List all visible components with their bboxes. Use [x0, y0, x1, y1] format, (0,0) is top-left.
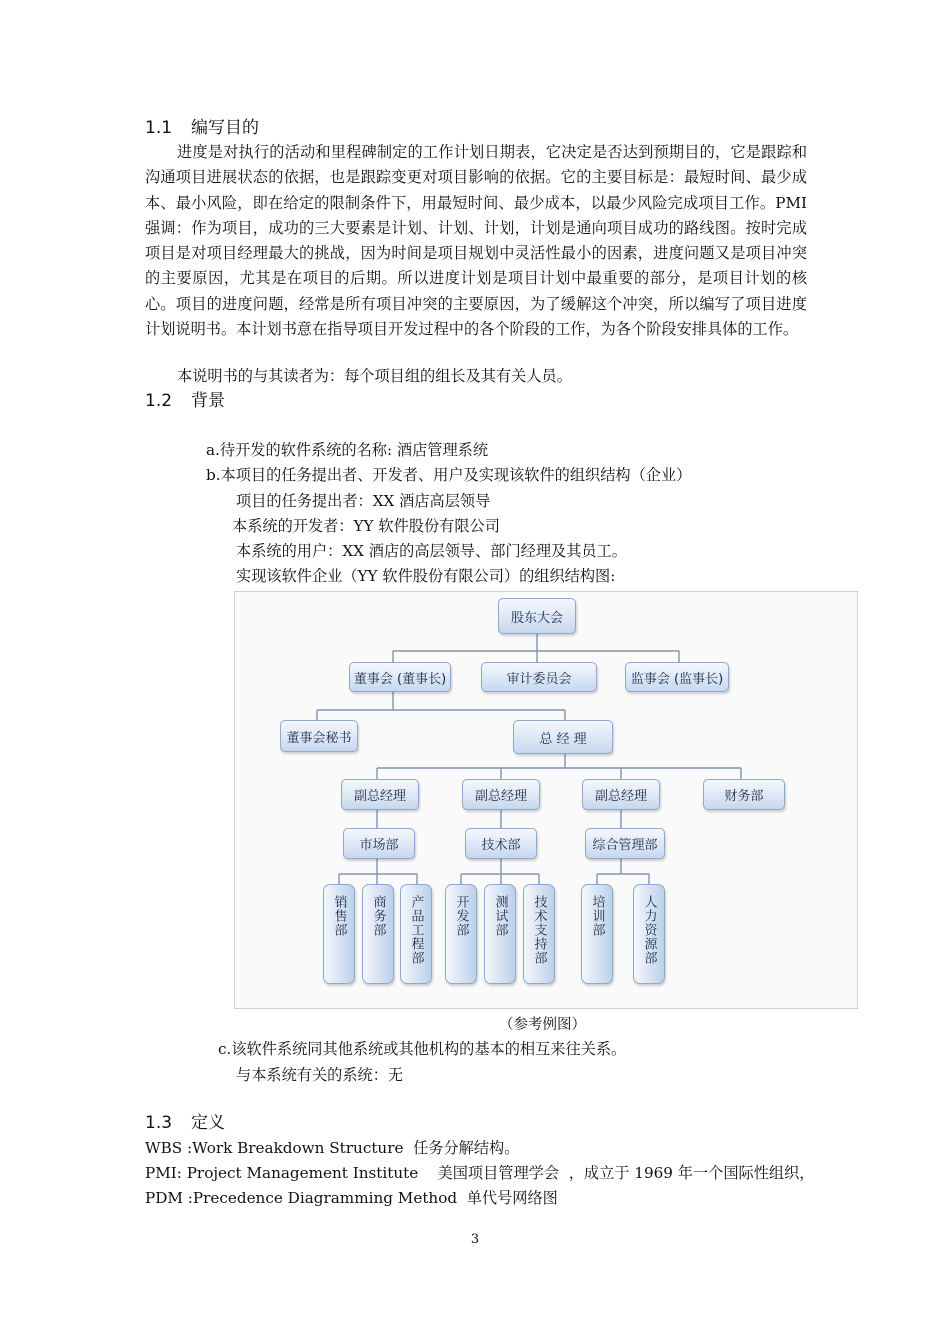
org-node-label: 商务部 — [370, 895, 386, 937]
org-node-development — [445, 884, 477, 984]
org-node-vice-gm: 副总经理 — [341, 779, 419, 810]
org-node-board-secretary: 董事会秘书 — [280, 720, 358, 752]
section-number: 1.2 — [145, 391, 173, 411]
section-heading-definitions — [145, 1113, 225, 1133]
org-node-sales — [323, 884, 355, 984]
org-node-vice-gm: 副总经理 — [462, 779, 540, 810]
org-node-training — [581, 884, 613, 984]
section-heading-purpose — [145, 118, 259, 138]
org-node-general-manager: 总 经 理 — [513, 720, 613, 754]
org-node-label: 产品工程部 — [408, 895, 424, 965]
org-node-label: 测试部 — [492, 895, 508, 937]
org-chart-intro-line: 实现该软件企业（YY 软件股份有限公司）的组织结构图: — [236, 567, 616, 585]
background-item-a: a.待开发的软件系统的名称: 酒店管理系统 — [206, 441, 489, 459]
org-node-technology: 技术部 — [465, 828, 537, 859]
org-node-human-resources — [633, 884, 665, 984]
users-line: 本系统的用户：XX 酒店的高层领导、部门经理及其员工。 — [236, 542, 627, 560]
section-number: 1.3 — [145, 1113, 173, 1133]
section-title: 编写目的 — [191, 118, 259, 138]
figure-caption: （参考例图） — [499, 1017, 586, 1033]
definition-pdm: PDM :Precedence Diagramming Method 单代号网络图 — [145, 1189, 558, 1207]
definition-wbs: WBS :Work Breakdown Structure 任务分解结构。 — [145, 1139, 520, 1157]
org-node-tech-support — [523, 884, 555, 984]
org-node-label: 销售部 — [331, 895, 347, 937]
readers-line: 本说明书的与其读者为：每个项目组的组长及其有关人员。 — [177, 367, 572, 385]
org-node-finance: 财务部 — [703, 779, 785, 810]
org-node-label: 技术支持部 — [531, 895, 547, 965]
definition-pmi: PMI: Project Management Institute 美国项目管理学会 ，成立于 1969 年一个国际性组织， — [145, 1164, 815, 1182]
org-chart — [234, 591, 858, 1009]
task-proposer-line: 项目的任务提出者：XX 酒店高层领导 — [236, 492, 491, 510]
org-node-label: 开发部 — [453, 895, 469, 937]
related-systems-line: 与本系统有关的系统：无 — [236, 1066, 404, 1084]
section-heading-background — [145, 391, 225, 411]
org-node-audit-committee: 审计委员会 — [481, 662, 597, 692]
org-node-vice-gm: 副总经理 — [582, 779, 660, 810]
section-title: 背景 — [191, 391, 225, 411]
section-number: 1.1 — [145, 118, 173, 138]
page-number: 3 — [470, 1232, 480, 1247]
org-node-supervisory-board: 监事会 (监事长) — [625, 662, 729, 692]
org-node-business — [362, 884, 394, 984]
developer-line: 本系统的开发者：YY 软件股份有限公司 — [232, 517, 500, 535]
background-item-c: c.该软件系统同其他系统或其他机构的基本的相互来往关系。 — [218, 1040, 627, 1058]
background-item-b: b.本项目的任务提出者、开发者、用户及实现该软件的组织结构（企业） — [206, 466, 692, 484]
org-node-marketing: 市场部 — [343, 828, 415, 859]
org-node-product-engineering — [400, 884, 432, 984]
purpose-paragraph: 进度是对执行的活动和里程碑制定的工作计划日期表，它决定是否达到预期目的，它是跟踪和沟通项目进展状态的依据，也是跟踪变更对项目影响的依据。它的主要目标是：最短时间、最少成本、最小风险，即在给定的限制条件下，用最短时间、最少成本，以最少风险完成项目工作。PMI 强调：作为项目，成功的三大要素是计划、计划、计划，计划是通向项目成功的路线图。按时完成项目是对项目经理最大的挑战，因为时间是项目规划中灵活性最小的因素，进度问题又是项目冲突的主要原因，尤其是在项目的后期。所以进度计划是项目计划中最重要的部分，是项目计划的核心。项目的进度问题，经常是所有项目冲突的主要原因，为了缓解这个冲突，所以编写了项目进度计划说明书。本计划书意在指导项目开发过程中的各个阶段的工作，为各个阶段安排具体的工作。 — [145, 143, 807, 339]
section-title: 定义 — [191, 1113, 225, 1133]
org-node-testing — [484, 884, 516, 984]
org-node-label: 培训部 — [589, 895, 605, 937]
org-node-shareholders: 股东大会 — [498, 598, 576, 634]
org-node-board: 董事会 (董事长) — [349, 662, 451, 692]
org-node-general-admin: 综合管理部 — [585, 828, 665, 859]
org-node-label: 人力资源部 — [641, 895, 657, 965]
